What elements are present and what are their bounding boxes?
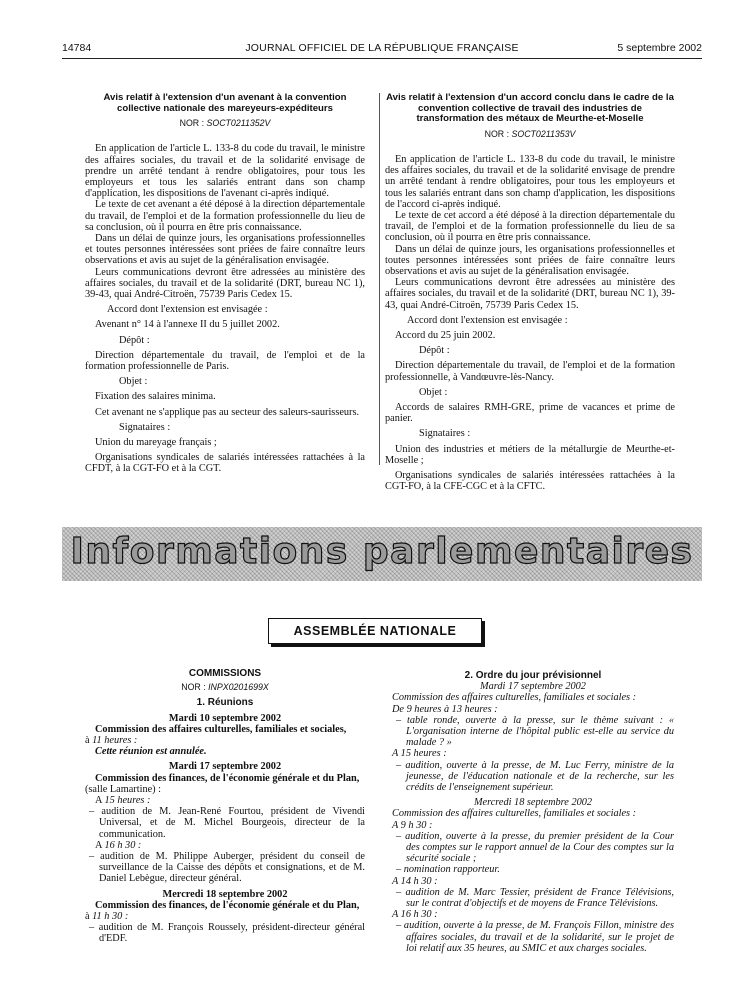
assemblee-nationale-label: ASSEMBLÉE NATIONALE xyxy=(293,624,457,638)
paragraph: En application de l'article L. 133-8 du code du travail, le ministre des affaires sociales, du travail et de la solidarité envisage de prendre un arrêté tendant à rendre obligatoires, pour tous les employeurs et tous les salariés entrant dans son champ d'application, les dispositions de l'avenant ci-après indiqué. xyxy=(85,143,365,200)
paragraph: Le texte de cet accord a été déposé à la direction départementale du travail, de l'emploi et de la formation professionnelle du lieu de sa conclusion, où il pourra en être pris connaissance. xyxy=(385,210,675,244)
accord-label: Accord dont l'extension est envisagée : xyxy=(407,314,568,326)
commission-title: Commission des finances, de l'économie générale et du Plan, xyxy=(95,772,360,784)
objet-value: Accords de salaires RMH-GRE, prime de vacances et prime de panier. xyxy=(385,402,675,425)
commission-title: Commission des affaires culturelles, familiales et sociales : xyxy=(392,692,637,704)
time-line: A 15 heures : xyxy=(95,795,151,807)
day-heading: Mardi 10 septembre 2002 xyxy=(168,712,282,724)
commission-title: Commission des affaires culturelles, familiales et sociales : xyxy=(392,808,637,820)
ordre-du-jour-column xyxy=(392,668,674,954)
header-rule xyxy=(62,58,702,59)
right-notice xyxy=(385,93,675,492)
banner-title: Informations parlementaires xyxy=(70,531,694,572)
assemblee-nationale-box xyxy=(268,618,482,644)
time-line: à 11 heures : xyxy=(85,735,138,747)
issue-date: 5 septembre 2002 xyxy=(617,42,702,54)
list-item: – audition, ouverte à la presse, de M. François Fillon, ministre des affaires sociales, du travail et de la solidarité, sur le projet de loi relatif aux 35 heures, au SMIC et aux charges sociales. xyxy=(396,920,674,954)
depot-label: Dépôt : xyxy=(419,345,450,357)
commission-title: Commission des affaires culturelles, familiales et sociales, xyxy=(95,723,347,735)
signataires-label: Signataires : xyxy=(419,428,471,440)
commissions-nor: NOR : INPX0201699X xyxy=(181,682,269,693)
depot-value: Direction départementale du travail, de l'emploi et de la formation professionnelle de Paris. xyxy=(85,349,365,373)
accord-value: Accord du 25 juin 2002. xyxy=(395,330,496,342)
day-heading: Mardi 17 septembre 2002 xyxy=(168,761,282,773)
page-header xyxy=(62,42,702,56)
list-item: – audition de M. Marc Tessier, président de France Télévisions, sur le contrat d'objectifs et de moyens de France Télévisions. xyxy=(396,886,674,910)
objet-label: Objet : xyxy=(119,376,148,388)
depot-value: Direction départementale du travail, de l'emploi et de la formation professionnelle, à Vandœuvre-lès-Nancy. xyxy=(385,360,675,383)
time-line: à 11 h 30 : xyxy=(85,911,129,923)
objet-value: Cet avenant ne s'applique pas au secteur des saleurs-saurisseurs. xyxy=(95,406,360,418)
objet-value: Fixation des salaires minima. xyxy=(95,391,216,403)
accord-label: Accord dont l'extension est envisagée : xyxy=(107,304,268,316)
left-notice xyxy=(85,93,365,475)
right-notice-title: Avis relatif à l'extension d'un accord conclu dans le cadre de la convention collective de travail des industries de transformation des métaux de Meurthe-et-Moselle xyxy=(386,92,674,125)
paragraph: Dans un délai de quinze jours, les organisations professionnelles et toutes personnes intéressées sont priées de faire connaître leurs observations et avis au sujet de la généralisation envisagée. xyxy=(385,243,675,278)
time-line: A 9 h 30 : xyxy=(392,819,433,831)
list-item: – audition, ouverte à la presse, du premier président de la Cour des comptes sur le rapport annuel de la Cour des comptes sur la sécurité sociale ; xyxy=(396,830,674,865)
paragraph: Le texte de cet avenant a été déposé à la direction départementale du travail, de l'emploi et de la formation professionnelle du lieu de sa conclusion, où il pourra en être pris connaissance. xyxy=(85,199,365,233)
day-heading: Mercredi 18 septembre 2002 xyxy=(162,888,288,900)
time-line: A 16 h 30 : xyxy=(392,909,438,921)
paragraph: Dans un délai de quinze jours, les organisations professionnelles et toutes personnes intéressées sont priées de faire connaître leurs observations et avis au sujet de la généralisation envisagée. xyxy=(85,233,365,267)
signataires-label: Signataires : xyxy=(119,421,171,433)
paragraph: En application de l'article L. 133-8 du code du travail, le ministre des affaires sociales, du travail et de la solidarité envisage de prendre un arrêté tendant à rendre obligatoires, pour tous les employeurs et tous les salariés entrant dans son champ d'application, les dispositions de l'accord ci-après indiqué. xyxy=(385,153,675,210)
signataire: Organisations syndicales de salariés intéressées rattachées à la CGT-FO, à la CFE-CGC et à la CFTC. xyxy=(385,470,675,493)
paragraph: Leurs communications devront être adressées au ministère des affaires sociales, du travail et de la solidarité (DRT, bureau NC 1), 39-43, quai André-Citroën, 75739 Paris Cedex 15. xyxy=(85,266,365,301)
day-heading: Mercredi 18 septembre 2002 xyxy=(473,797,593,809)
section-reunions: 1. Réunions xyxy=(196,697,254,709)
commission-title: Commission des finances, de l'économie générale et du Plan, xyxy=(95,899,360,911)
signataire: Union du mareyage français ; xyxy=(95,437,217,449)
commissions-column xyxy=(85,668,365,945)
signataire: Union des industries et métiers de la métallurgie de Meurthe-et-Moselle ; xyxy=(385,443,675,466)
time-line: A 15 heures : xyxy=(392,748,447,760)
commissions-heading: COMMISSIONS xyxy=(188,668,262,679)
room-line: (salle Lamartine) : xyxy=(85,783,162,795)
time-line: De 9 heures à 13 heures : xyxy=(392,703,498,715)
list-item: – audition de M. Philippe Auberger, président du conseil de surveillance de la Caisse des dépôts et consignations, et de M. Daniel Lebègue, directeur général. xyxy=(89,851,365,885)
cancel-note: Cette réunion est annulée. xyxy=(95,746,207,758)
objet-label: Objet : xyxy=(419,386,448,398)
ordre-heading: 2. Ordre du jour prévisionnel xyxy=(464,670,602,681)
left-notice-title: Avis relatif à l'extension d'un avenant à la convention collective nationale des mareyeurs-expéditeurs xyxy=(103,92,347,114)
right-notice-nor: NOR : SOCT0211353V xyxy=(484,128,576,139)
paragraph: Leurs communications devront être adressées au ministère des affaires sociales, du travail et de la solidarité (DRT, bureau NC 1), 39-43, quai André-Citroën, 75739 Paris Cedex 15. xyxy=(385,277,675,311)
signataire: Organisations syndicales de salariés intéressées rattachées à la CFDT, à la CGT-FO et à la CGT. xyxy=(85,452,365,475)
list-item: – audition, ouverte à la presse, de M. Luc Ferry, ministre de la jeunesse, de l'éducation nationale et de la recherche, sur les crédits de l'enseignement supérieur. xyxy=(396,759,674,794)
page-number: 14784 xyxy=(62,42,92,54)
depot-label: Dépôt : xyxy=(119,334,150,346)
column-divider xyxy=(379,93,380,465)
list-item: – table ronde, ouverte à la presse, sur le thème suivant : « L'organisation interne de l'hôpital public est-elle au service du malade ? » xyxy=(396,714,674,749)
accord-value: Avenant n° 14 à l'annexe II du 5 juillet 2002. xyxy=(95,319,280,331)
time-line: A 14 h 30 : xyxy=(392,875,438,887)
day-heading: Mardi 17 septembre 2002 xyxy=(480,681,586,693)
section-banner xyxy=(62,527,702,581)
list-item: – audition de M. Jean-René Fourtou, président de Vivendi Universal, et de M. Michel Bourgeois, directeur de la communication. xyxy=(89,806,365,840)
list-item: – nomination rapporteur. xyxy=(396,864,500,876)
left-notice-nor: NOR : SOCT0211352V xyxy=(179,118,271,129)
journal-title: JOURNAL OFFICIEL DE LA RÉPUBLIQUE FRANÇAISE xyxy=(245,42,519,54)
list-item: – audition de M. François Roussely, président-directeur général d'EDF. xyxy=(89,922,365,945)
time-line: A 16 h 30 : xyxy=(95,839,142,851)
